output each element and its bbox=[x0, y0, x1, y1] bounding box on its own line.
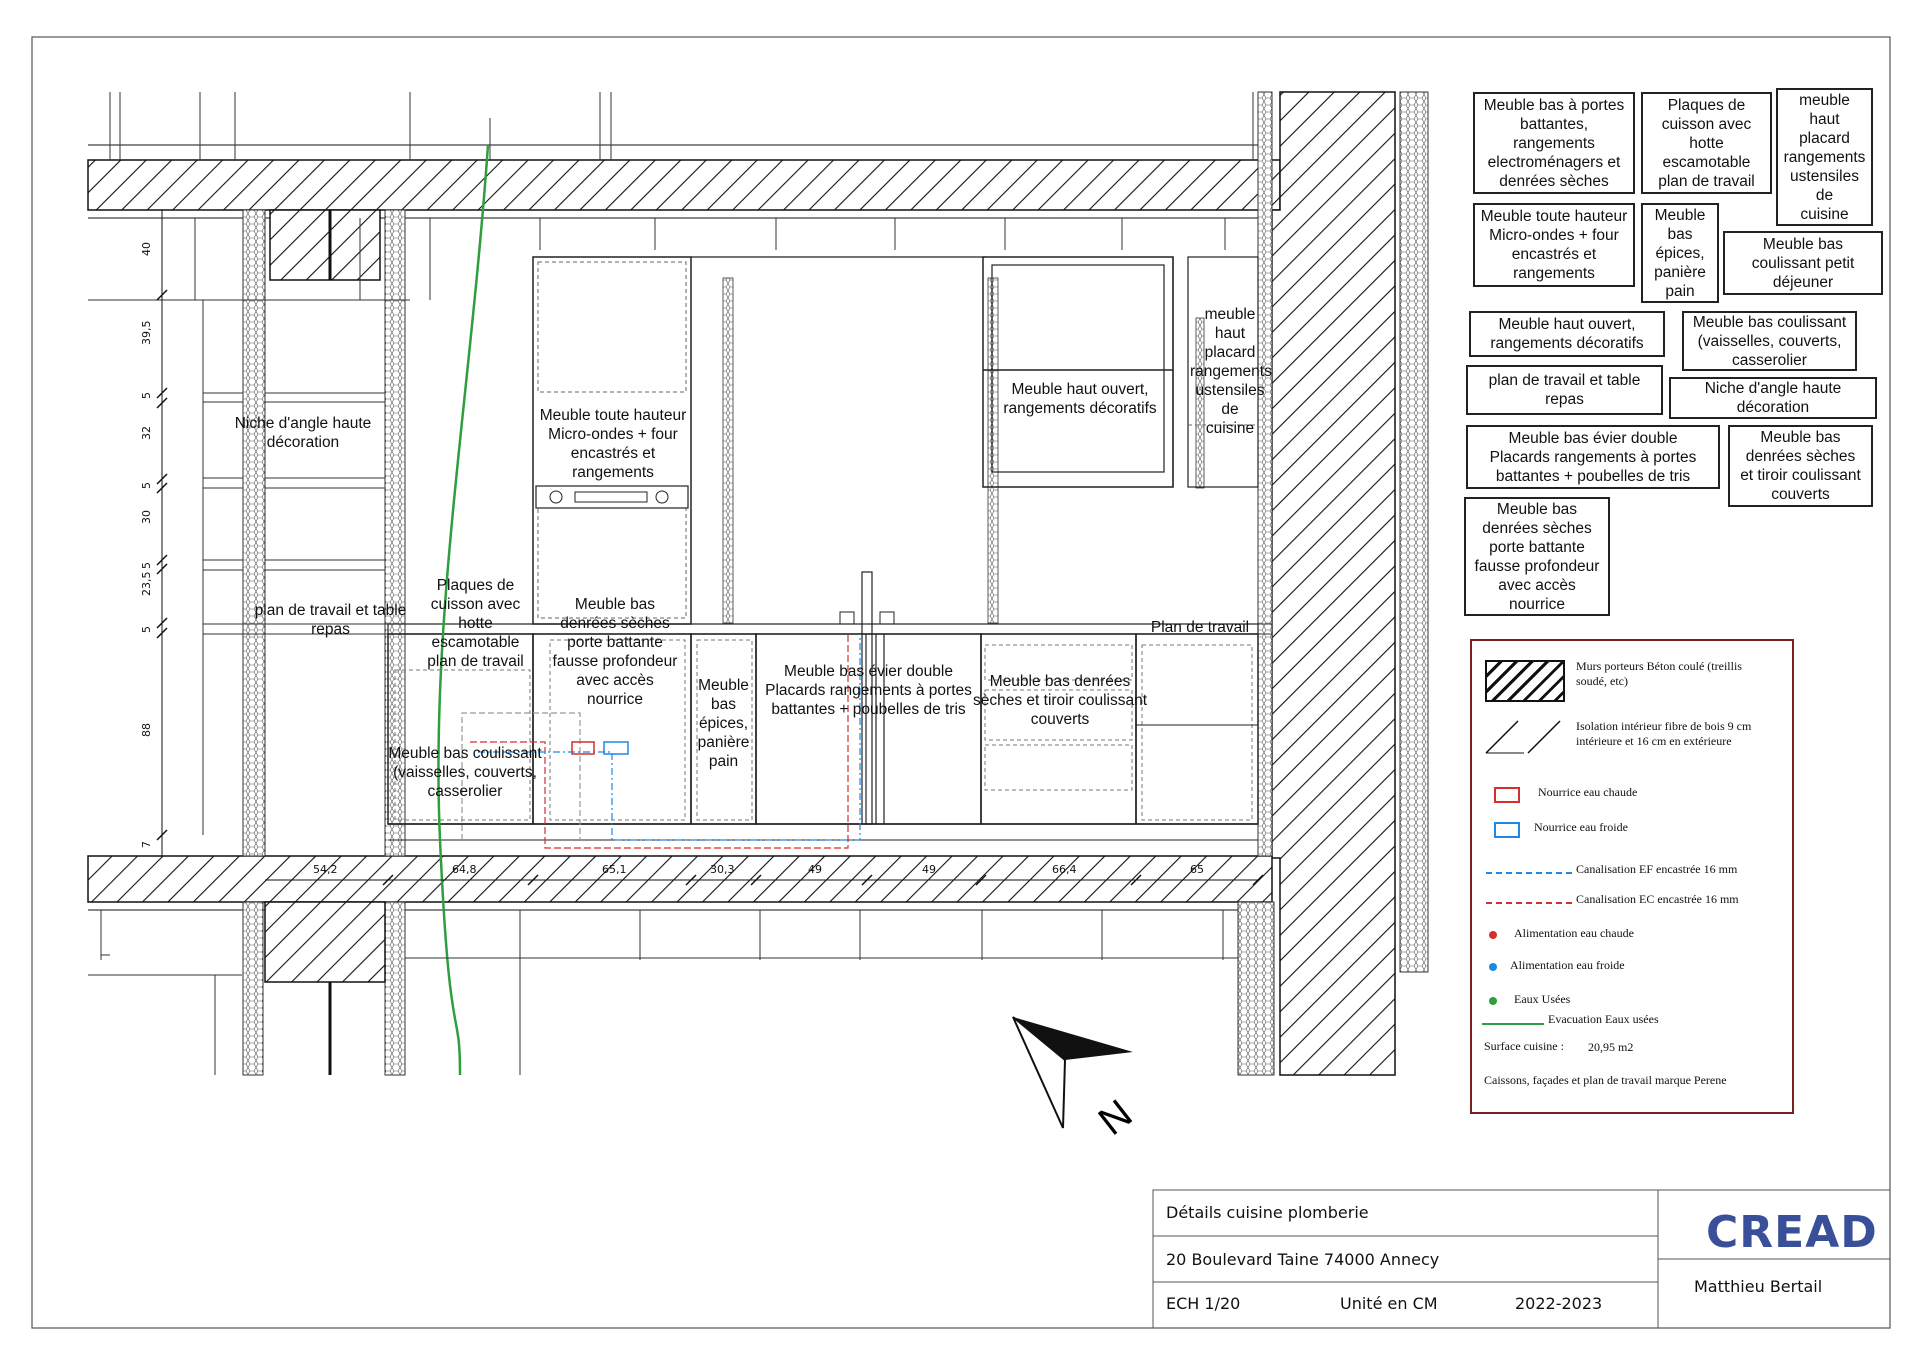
horizontal-dim-label: 30,3 bbox=[710, 863, 735, 876]
label-haut-ouvert: Meuble haut ouvert, rangements décoratifs bbox=[1003, 381, 1157, 417]
label-plaques: Plaques de cuisson avec hotte escamotable plan de travail bbox=[427, 577, 524, 670]
side-label: Meuble bas coulissant (vaisselles, couverts, casserolier bbox=[1682, 311, 1857, 371]
horizontal-dim-label: 66,4 bbox=[1052, 863, 1077, 876]
hot-supply-dot bbox=[1489, 931, 1497, 939]
horizontal-dim-label: 64,8 bbox=[452, 863, 477, 876]
legend-evac: Evacuation Eaux usées bbox=[1548, 1012, 1659, 1026]
side-label: Meuble bas à portes battantes, rangements electroménagers et denrées sèches bbox=[1473, 92, 1635, 194]
legend-nourrice-froide: Nourrice eau froide bbox=[1534, 820, 1628, 834]
north-arrow-icon bbox=[1013, 1017, 1140, 1144]
drawing-year: 2022-2023 bbox=[1515, 1294, 1603, 1313]
horizontal-dim-label: 65 bbox=[1190, 863, 1204, 876]
side-label: Meuble bas coulissant petit déjeuner bbox=[1723, 231, 1883, 295]
drawing-title: Détails cuisine plomberie bbox=[1166, 1203, 1369, 1222]
label-plan-repas: plan de travail et table repas bbox=[254, 602, 407, 638]
vertical-dim-label: 88 bbox=[140, 723, 153, 737]
label-bas-evier: Meuble bas évier double Placards rangements à portes battantes + poubelles de tris bbox=[765, 663, 972, 718]
drawing-author: Matthieu Bertail bbox=[1694, 1277, 1823, 1296]
drawing-unit: Unité en CM bbox=[1340, 1294, 1438, 1313]
insulation-right-inner bbox=[1258, 92, 1272, 856]
horizontal-dim-label: 49 bbox=[922, 863, 936, 876]
side-label: Plaques de cuisson avec hotte escamotable plan de travail bbox=[1641, 92, 1772, 194]
north-label: N bbox=[1090, 1091, 1141, 1145]
label-toute-hauteur: Meuble toute hauteur Micro-ondes + four encastrés et rangements bbox=[539, 407, 687, 481]
legend-can-ef: Canalisation EF encastrée 16 mm bbox=[1576, 862, 1738, 876]
side-label: Meuble haut ouvert, rangements décoratifs bbox=[1469, 311, 1665, 357]
horizontal-dim-label: 49 bbox=[808, 863, 822, 876]
insulation-left bbox=[243, 210, 265, 856]
vertical-dim-label: 5 bbox=[140, 392, 153, 399]
vertical-dim-label: 40 bbox=[140, 242, 153, 256]
vertical-dim-label: 32 bbox=[140, 426, 153, 440]
drawing-address: 20 Boulevard Taine 74000 Annecy bbox=[1166, 1250, 1440, 1269]
label-niche: Niche d'angle haute décoration bbox=[234, 415, 372, 451]
legend-can-ec: Canalisation EC encastrée 16 mm bbox=[1576, 892, 1739, 906]
label-bas-denrees-porte: Meuble bas denrées sèches porte battante fausse profondeur avec accès nourrice bbox=[552, 596, 678, 708]
legend-murs: Murs porteurs Béton coulé (treillis soudé, etc) bbox=[1576, 659, 1742, 688]
insulation-swatch bbox=[1484, 719, 1564, 755]
side-label: Meuble bas denrées sèches porte battante fausse profondeur avec accès nourrice bbox=[1464, 497, 1610, 616]
vertical-dim-label: 23,5 bbox=[140, 571, 153, 596]
legend-nourrice-chaude: Nourrice eau chaude bbox=[1538, 785, 1638, 799]
label-bas-coulissant: Meuble bas coulissant (vaisselles, couverts, casserolier bbox=[388, 745, 542, 800]
legend-surface-label: Surface cuisine : bbox=[1484, 1039, 1564, 1053]
hot-manifold-swatch bbox=[1494, 787, 1520, 803]
side-label: plan de travail et table repas bbox=[1466, 365, 1663, 415]
drawing-scale: ECH 1/20 bbox=[1166, 1294, 1241, 1313]
cread-logo: CREAD bbox=[1706, 1207, 1878, 1258]
side-label: meuble haut placard rangements ustensiles de cuisine bbox=[1776, 88, 1873, 226]
insulation-right-outer bbox=[1400, 92, 1428, 972]
vertical-dim-label: 30 bbox=[140, 510, 153, 524]
ef-pipe-swatch bbox=[1486, 872, 1572, 874]
legend-alim-froide: Alimentation eau froide bbox=[1510, 958, 1625, 972]
vertical-dim-label: 39,5 bbox=[140, 320, 153, 345]
right-wall bbox=[1272, 92, 1395, 1075]
vertical-dim-label: 7 bbox=[140, 841, 153, 848]
legend-caissons: Caissons, façades et plan de travail marque Perene bbox=[1484, 1073, 1727, 1087]
cold-manifold-swatch bbox=[1494, 822, 1520, 838]
legend bbox=[1470, 639, 1794, 1114]
legend-alim-chaude: Alimentation eau chaude bbox=[1514, 926, 1634, 940]
side-label: Niche d'angle haute décoration bbox=[1669, 377, 1877, 419]
horizontal-dim-label: 65,1 bbox=[602, 863, 627, 876]
top-wall bbox=[88, 160, 1280, 210]
legend-isolation: Isolation intérieur fibre de bois 9 cm intérieure et 16 cm en extérieure bbox=[1576, 719, 1752, 748]
horizontal-dim-label: 54,2 bbox=[313, 863, 338, 876]
cold-supply-dot bbox=[1489, 963, 1497, 971]
ec-pipe-swatch bbox=[1486, 902, 1572, 904]
evac-swatch bbox=[1482, 1023, 1544, 1025]
label-bas-epices: Meuble bas épices, panière pain bbox=[697, 677, 750, 770]
side-label: Meuble bas denrées sèches et tiroir coulissant couverts bbox=[1728, 425, 1873, 507]
vertical-dim-label: 5 bbox=[140, 626, 153, 633]
label-haut-placard: meuble haut placard rangements ustensiles de cuisine bbox=[1190, 306, 1272, 437]
side-label: Meuble bas épices, panière pain bbox=[1641, 203, 1719, 303]
label-bas-denrees-tiroir: Meuble bas denrées sèches et tiroir coulissant couverts bbox=[972, 673, 1148, 728]
legend-eaux-usees: Eaux Usées bbox=[1514, 992, 1571, 1006]
vertical-dim-label: 5 bbox=[140, 482, 153, 489]
side-label: Meuble bas évier double Placards rangements à portes battantes + poubelles de tris bbox=[1466, 425, 1720, 489]
legend-surface-value: 20,95 m2 bbox=[1588, 1040, 1634, 1054]
waste-dot bbox=[1489, 997, 1497, 1005]
label-plan-travail: Plan de travail bbox=[1150, 619, 1250, 636]
side-label: Meuble toute hauteur Micro-ondes + four encastrés et rangements bbox=[1473, 203, 1635, 287]
vertical-dim-label: 5 bbox=[140, 562, 153, 569]
bottom-wall bbox=[88, 856, 1272, 902]
concrete-swatch bbox=[1485, 660, 1565, 702]
